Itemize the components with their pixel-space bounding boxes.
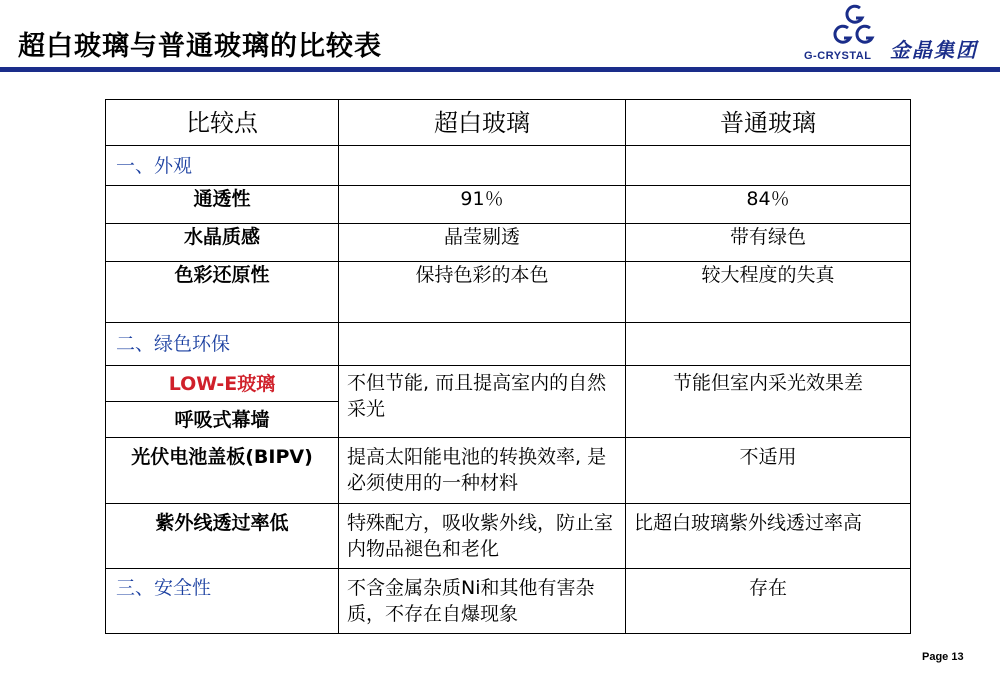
row-label-uv: 紫外线透过率低 <box>106 504 339 569</box>
empty-cell <box>626 323 911 366</box>
page-number: Page 13 <box>922 651 964 663</box>
section-green: 二、绿色环保 <box>106 323 339 366</box>
table-row <box>106 504 911 569</box>
header-normal-glass: 普通玻璃 <box>626 100 911 146</box>
company-logo <box>800 4 1000 68</box>
table-row <box>106 323 911 366</box>
g-crystal-logo-icon <box>828 4 882 50</box>
empty-cell <box>626 146 911 186</box>
ultra-color: 保持色彩的本色 <box>339 262 626 323</box>
ultra-safety: 不含金属杂质Ni和其他有害杂质，不存在自爆现象 <box>339 569 626 634</box>
section-appearance: 一、外观 <box>106 146 339 186</box>
table-row <box>106 438 911 504</box>
table-row <box>106 262 911 323</box>
empty-cell <box>339 146 626 186</box>
header-ultra-white-glass: 超白玻璃 <box>339 100 626 146</box>
table-row <box>106 146 911 186</box>
section-safety: 三、安全性 <box>106 569 339 634</box>
logo-chinese-name: 金晶集团 <box>890 38 978 62</box>
row-label-transmittance: 通透性 <box>106 186 339 224</box>
row-label-curtain: 呼吸式幕墙 <box>106 402 339 438</box>
row-label-lowe: LOW-E玻璃 <box>106 366 339 402</box>
comparison-table <box>105 99 911 634</box>
normal-lowe: 节能但室内采光效果差 <box>626 366 911 438</box>
row-label-crystal: 水晶质感 <box>106 224 339 262</box>
header-rule <box>0 67 1000 72</box>
logo-text: G-CRYSTAL <box>804 50 872 62</box>
normal-uv: 比超白玻璃紫外线透过率高 <box>626 504 911 569</box>
ultra-lowe: 不但节能, 而且提高室内的自然采光 <box>339 366 626 438</box>
normal-color: 较大程度的失真 <box>626 262 911 323</box>
table-row <box>106 224 911 262</box>
empty-cell <box>339 323 626 366</box>
normal-transmittance: 84％ <box>626 186 911 224</box>
header-comparison-point: 比较点 <box>106 100 339 146</box>
ultra-uv: 特殊配方，吸收紫外线，防止室内物品褪色和老化 <box>339 504 626 569</box>
table-row <box>106 569 911 634</box>
normal-crystal: 带有绿色 <box>626 224 911 262</box>
table-row <box>106 186 911 224</box>
ultra-bipv: 提高太阳能电池的转换效率, 是必须使用的一种材料 <box>339 438 626 504</box>
table-row <box>106 366 911 402</box>
row-label-bipv: 光伏电池盖板(BIPV) <box>106 438 339 504</box>
row-label-color: 色彩还原性 <box>106 262 339 323</box>
normal-safety: 存在 <box>626 569 911 634</box>
page-title: 超白玻璃与普通玻璃的比较表 <box>18 31 382 62</box>
ultra-transmittance: 91％ <box>339 186 626 224</box>
normal-bipv: 不适用 <box>626 438 911 504</box>
ultra-crystal: 晶莹剔透 <box>339 224 626 262</box>
table-header-row <box>106 100 911 146</box>
